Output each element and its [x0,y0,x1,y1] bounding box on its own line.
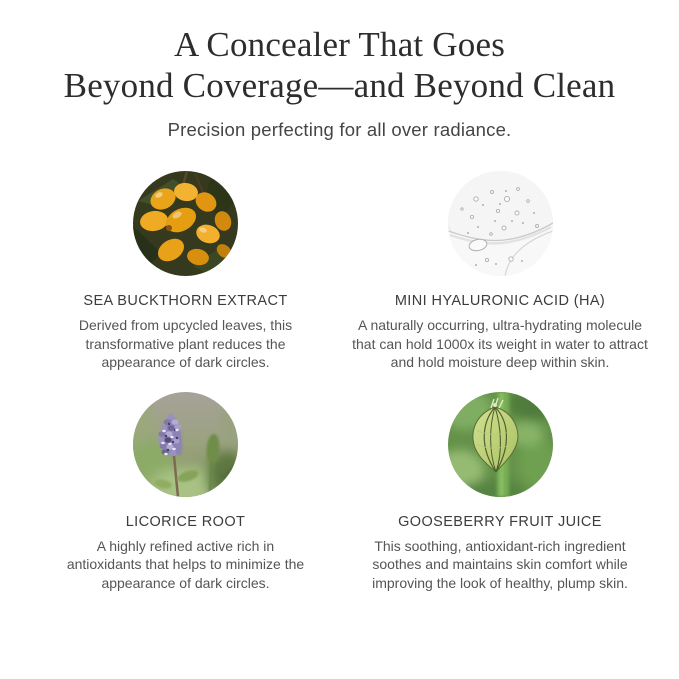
ingredient-name: LICORICE ROOT [125,513,246,530]
ingredient-grid [0,171,679,592]
page-subtitle: Precision perfecting for all over radiance. [167,119,512,140]
ingredient-name: MINI HYALURONIC ACID (HA) [394,293,606,309]
licorice-flower-icon [133,392,238,497]
sea-buckthorn-image [133,171,238,276]
ingredient-description: Derived from upcycled leaves, this transformative plant reduces the appearance of dark circles. [78,317,293,370]
ingredient-name: SEA BUCKTHORN EXTRACT [83,293,288,309]
ingredient-card-licorice-root [61,392,311,593]
hyaluronic-acid-gel-icon [448,171,553,276]
ingredient-card-hyaluronic-acid [349,171,651,372]
gooseberry-fruit-icon [448,392,553,497]
page-title [0,24,679,106]
ingredient-name: GOOSEBERRY FRUIT JUICE [398,513,602,530]
ingredient-description: A naturally occurring, ultra-hydrating molecule that can hold 1000x its weight in water to attract and hold moisture deep within skin. [352,317,648,370]
ingredient-card-sea-buckthorn [61,171,311,372]
gooseberry-image [448,392,553,497]
ingredient-description: A highly refined active rich in antioxidants that helps to minimize the appearance of dark circles. [66,537,305,591]
header [0,0,679,141]
ingredient-description: This soothing, antioxidant-rich ingredient soothes and maintains skin comfort while improving the look of healthy, plump skin. [372,537,628,591]
sea-buckthorn-berries-icon [133,171,238,276]
licorice-root-image [133,392,238,497]
page-title-line2: Beyond Coverage—and Beyond Clean [63,66,616,105]
hyaluronic-acid-image [448,171,553,276]
ingredient-card-gooseberry [349,392,651,593]
page-title-line1: A Concealer That Goes [173,25,506,64]
